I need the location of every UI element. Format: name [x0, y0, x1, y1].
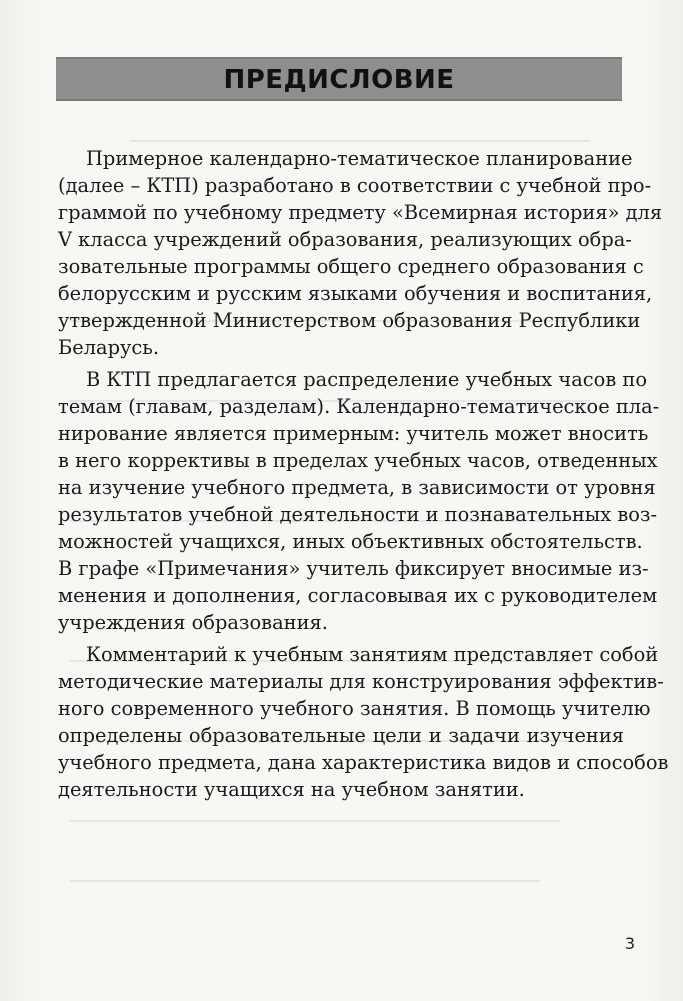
text-line: Примерное календарно-тематическое планирование: [86, 147, 633, 170]
text-line: нирование является примерным: учитель может вносить: [58, 422, 649, 445]
text-line: учебного предмета, дана характеристика видов и способов: [58, 751, 669, 774]
text-line: (далее – КТП) разработано в соответствии с учебной про-: [58, 174, 652, 197]
text-line: V класса учреждений образования, реализующих обра-: [58, 228, 632, 251]
text-line: граммой по учебному предмету «Всемирная история» для: [58, 201, 663, 224]
heading-bar: [56, 57, 622, 101]
text-line: зовательные программы общего среднего образования с: [58, 255, 644, 278]
text-line: на изучение учебного предмета, в зависимости от уровня: [58, 476, 656, 499]
paragraph: [58, 145, 663, 361]
text-line: Комментарий к учебным занятиям представляет собой: [86, 643, 659, 666]
text-line: темам (главам, разделам). Календарно-тематическое пла-: [58, 395, 660, 418]
text-line: учреждения образования.: [58, 611, 328, 634]
text-line: В КТП предлагается распределение учебных часов по: [86, 368, 648, 391]
text-line: белорусским и русским языками обучения и воспитания,: [58, 282, 653, 305]
text-line: методические материалы для конструирования эффектив-: [58, 670, 664, 693]
text-line: в него коррективы в пределах учебных часов, отведенных: [58, 449, 658, 472]
text-line: результатов учебной деятельности и познавательных воз-: [58, 503, 658, 526]
text-line: ного современного учебного занятия. В помощь учителю: [58, 697, 651, 720]
body-text: [58, 145, 669, 808]
text-line: можностей учащихся, иных объективных обстоятельств.: [58, 530, 643, 553]
text-line: менения и дополнения, согласовывая их с руководителем: [58, 584, 658, 607]
page-title: ПРЕДИСЛОВИЕ: [223, 65, 455, 95]
text-line: деятельности учащихся на учебном занятии.: [58, 778, 525, 801]
text-line: В графе «Примечания» учитель фиксирует вносимые из-: [58, 557, 649, 580]
paragraph: [58, 366, 660, 636]
paragraph: [58, 641, 669, 803]
text-line: Беларусь.: [58, 336, 160, 359]
text-line: утвержденной Министерством образования Республики: [58, 309, 641, 332]
text-line: определены образовательные цели и задачи изучения: [58, 724, 624, 747]
page-number: 3: [624, 934, 635, 953]
